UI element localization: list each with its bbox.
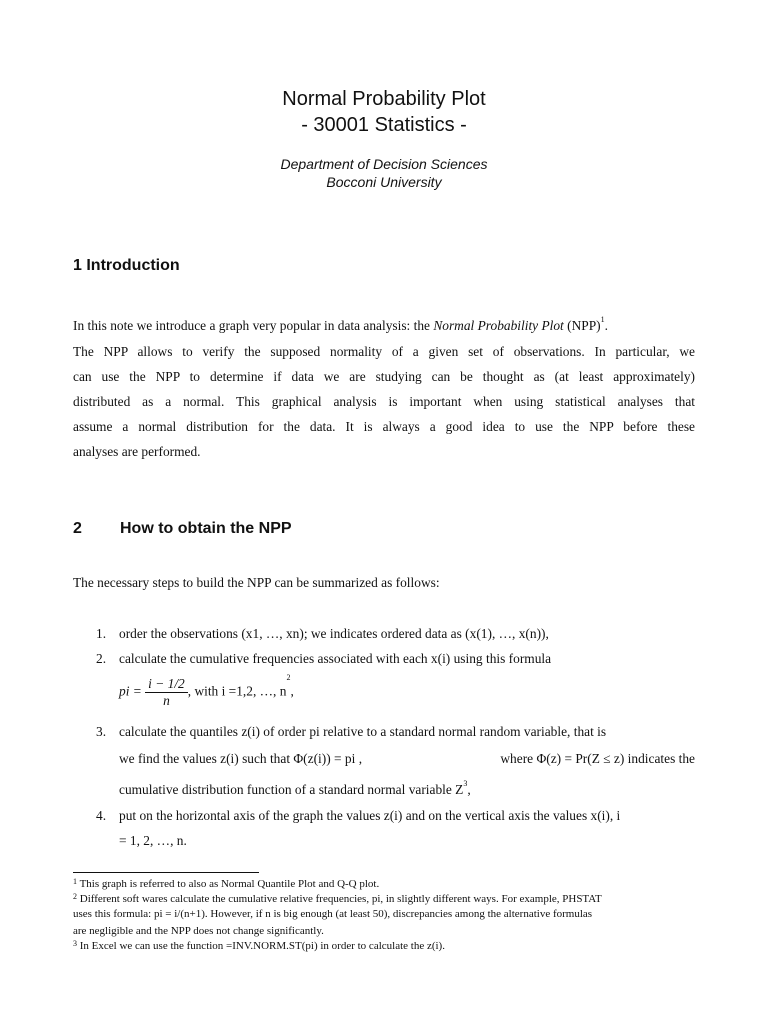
footnote-3-mark: 3 xyxy=(73,939,77,948)
intro-line-2: The NPP allows to verify the supposed normality of a given set of observations. In particular, we xyxy=(73,344,695,359)
step2-number: 2. xyxy=(96,651,107,666)
step3-line-2 xyxy=(119,751,695,767)
intro-start: In this note we introduce a graph very popular in data analysis: the xyxy=(73,318,430,333)
footnote-2-mark: 2 xyxy=(73,892,77,901)
footnote-ref-3[interactable]: 3 xyxy=(463,779,468,788)
intro-line-3: can use the NPP to determine if data we are studying can be thought as (at least approximately) xyxy=(73,369,695,384)
intro-line-1: In this note we introduce a graph very popular in data analysis: the Normal Probability Plot (NPP)$^1$. xyxy=(73,315,608,333)
section2-number: 2 xyxy=(73,520,82,537)
department: Department of Decision Sciences xyxy=(280,156,488,172)
step4-number: 4. xyxy=(96,808,107,823)
formula-rest: , with i =1,2, …, n xyxy=(187,683,287,699)
step4-line-2: = 1, 2, …, n. xyxy=(119,833,187,848)
document-subtitle: - 30001 Statistics - xyxy=(301,114,467,136)
footnote-divider xyxy=(73,872,259,873)
step4-line-1: put on the horizontal axis of the graph the values z(i) and on the vertical axis the values x(i), i xyxy=(119,808,621,823)
formula-denominator: n xyxy=(163,693,170,708)
step2-text: calculate the cumulative frequencies associated with each x(i) using this formula xyxy=(119,651,552,666)
intro-line-6: analyses are performed. xyxy=(73,444,201,459)
steps-lead: The necessary steps to build the NPP can be summarized as follows: xyxy=(73,575,440,590)
cumulative-frequency-formula xyxy=(119,673,695,709)
step3-line-3: cumulative distribution function of a standard normal variable $Z^3$, xyxy=(119,779,471,797)
step1-text: order the observations (x1, …, xn); we indicates ordered data as (x(1), …, x(n)), xyxy=(119,626,549,641)
formula-end: , xyxy=(290,683,294,699)
intro-line-4: distributed as a normal. This graphical analysis is important when using statistical analyses that xyxy=(73,394,695,409)
formula-numerator: i − 1/2 xyxy=(145,676,188,693)
step3-line-2a: we find the values z(i) such that Φ(z(i)) = pi , xyxy=(119,751,363,766)
footnote-2-line-3: are negligible and the NPP does not change significantly. xyxy=(73,925,324,937)
step3-line-3-text: cumulative distribution function of a standard normal variable Z xyxy=(119,782,464,797)
npp-abbrev: (NPP) xyxy=(567,318,601,333)
footnote-3-text: In Excel we can use the function =INV.NORM.ST(pi) in order to calculate the z(i). xyxy=(79,940,445,952)
footnote-2 xyxy=(73,893,703,906)
formula-lhs: pi = xyxy=(119,683,142,699)
intro-line-5: assume a normal distribution for the data. It is always a good idea to use the NPP before these xyxy=(73,419,695,434)
formula-fraction xyxy=(145,676,188,709)
footnote-ref-1[interactable]: 1 xyxy=(600,315,605,324)
footnote-1 xyxy=(73,878,703,891)
document-title: Normal Probability Plot xyxy=(282,88,486,110)
step3-line-2b: where Φ(z) = Pr(Z ≤ z) indicates the xyxy=(500,751,695,766)
footnote-1-mark: 1 xyxy=(73,877,77,886)
footnote-1-text: This graph is referred to also as Normal Quantile Plot and Q-Q plot. xyxy=(79,878,380,890)
step3-number: 3. xyxy=(96,724,107,739)
npp-name: Normal Probability Plot xyxy=(433,318,564,333)
footnote-2-line-1: Different soft wares calculate the cumulative relative frequencies, pi, in slightly different ways. For example, PHSTAT xyxy=(79,893,602,905)
footnote-3 xyxy=(73,940,703,953)
step1-number: 1. xyxy=(96,626,107,641)
university: Bocconi University xyxy=(326,174,442,190)
step3-line-1: calculate the quantiles z(i) of order pi relative to a standard normal random variable, that is xyxy=(119,724,607,739)
section2-heading: How to obtain the NPP xyxy=(120,520,292,537)
footnote-2-line-2: uses this formula: pi = i/(n+1). However, if n is big enough (at least 50), discrepancies among the alternative formulas xyxy=(73,908,593,920)
section1-heading: 1 Introduction xyxy=(73,257,180,274)
formula-superscript: 2 xyxy=(286,673,291,682)
